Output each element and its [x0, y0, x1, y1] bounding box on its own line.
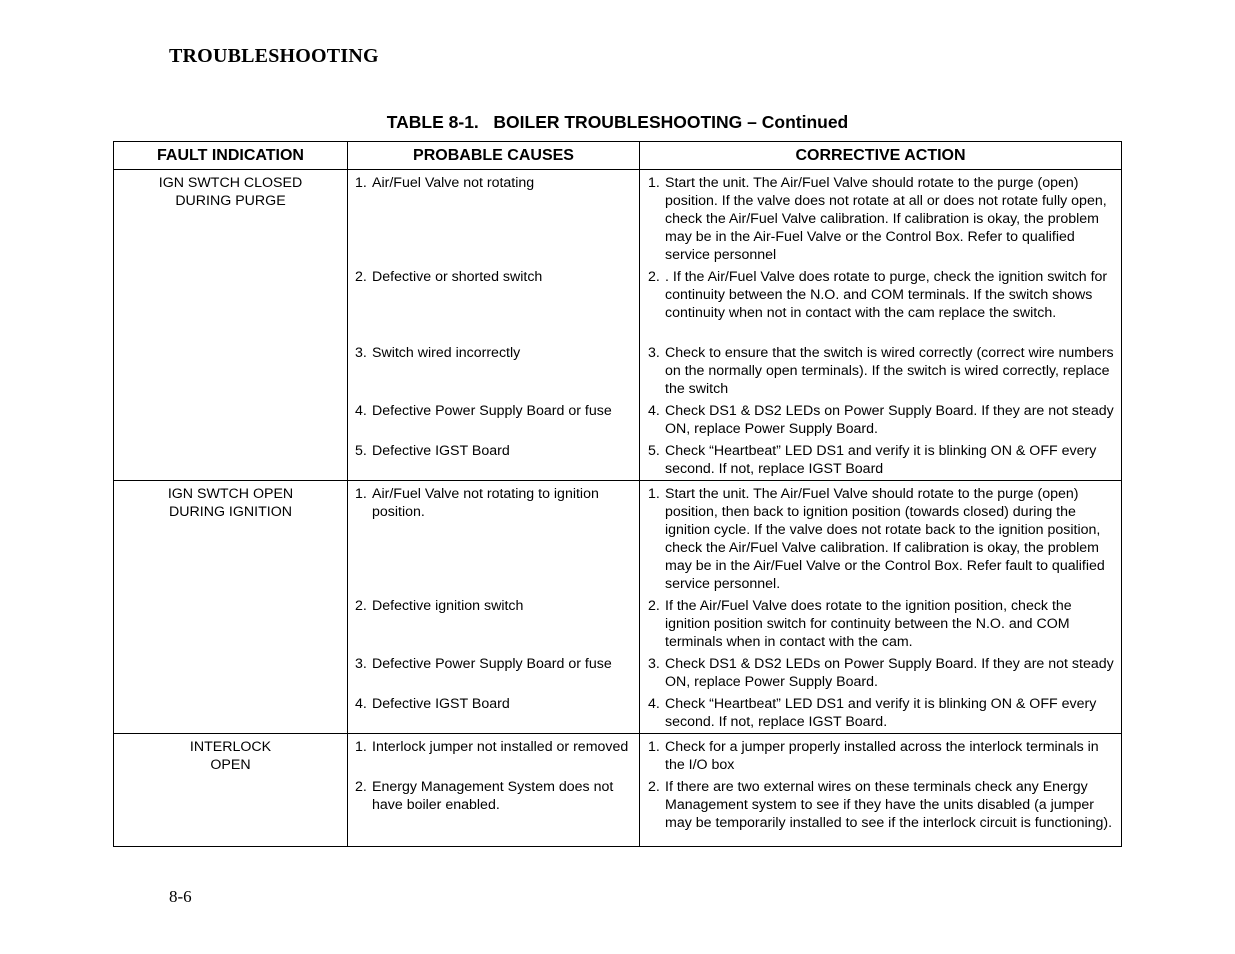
cause-item: [355, 402, 633, 442]
cause-item: [355, 655, 633, 695]
cause-item: [355, 695, 633, 729]
action-item-number: 3.: [648, 656, 660, 672]
action-item: [648, 778, 1115, 844]
table-row: [114, 481, 1122, 734]
corrective-action-cell: [640, 170, 1122, 481]
fault-indication-text: INTERLOCK OPEN: [189, 739, 272, 773]
cause-item-number: 2.: [355, 598, 367, 614]
cause-item-number: 2.: [355, 779, 367, 795]
action-item: [648, 597, 1115, 655]
cause-item: [355, 778, 633, 844]
action-item-text: If there are two external wires on these terminals check any Energy Management system to see if they have the units disabled (a jumper may be temporarily installed to see if the interlock circuit is functioning).: [665, 779, 1113, 831]
action-item-text: Check for a jumper properly installed across the interlock terminals in the I/O box: [665, 739, 1099, 773]
cause-item-text: Defective IGST Board: [372, 443, 510, 459]
cause-item-text: Energy Management System does not have boiler enabled.: [372, 779, 614, 813]
cause-item-number: 2.: [355, 269, 367, 285]
action-item-number: 1.: [648, 486, 660, 502]
page-number: 8-6: [169, 887, 192, 906]
cause-item-number: 1.: [355, 486, 367, 502]
fault-indication-cell: [114, 481, 348, 734]
cause-item-text: Defective Power Supply Board or fuse: [372, 403, 612, 419]
cause-item-number: 1.: [355, 739, 367, 755]
column-header-fault: FAULT INDICATION: [114, 142, 348, 170]
action-item: [648, 655, 1115, 695]
table-title: BOILER TROUBLESHOOTING – Continued: [493, 112, 849, 132]
cause-item: [355, 597, 633, 655]
cause-item-text: Air/Fuel Valve not rotating: [372, 175, 535, 191]
cause-item: [355, 738, 633, 778]
cause-item-number: 4.: [355, 403, 367, 419]
action-item-text: . If the Air/Fuel Valve does rotate to purge, check the ignition switch for continuity between the N.O. and COM terminals. If the switch shows continuity when not in contact with the cam replace the switch.: [665, 269, 1108, 321]
table-header-row: [114, 142, 1122, 170]
action-item-number: 1.: [648, 175, 660, 191]
probable-causes-cell: [348, 481, 640, 734]
cause-item-number: 5.: [355, 443, 367, 459]
action-item-text: Check to ensure that the switch is wired correctly (correct wire numbers on the normally open terminals). If the switch is wired correctly, replace the switch: [665, 345, 1114, 397]
table-row: [114, 734, 1122, 847]
fault-indication-text: IGN SWTCH OPEN DURING IGNITION: [167, 486, 294, 520]
probable-causes-cell: [348, 170, 640, 481]
action-item-number: 2.: [648, 269, 660, 285]
action-item: [648, 485, 1115, 597]
cause-item: [355, 344, 633, 402]
page-header: TROUBLESHOOTING: [169, 45, 379, 67]
action-item-text: Check “Heartbeat” LED DS1 and verify it is blinking ON & OFF every second. If not, replace IGST Board.: [665, 696, 1097, 730]
cause-item-number: 3.: [355, 656, 367, 672]
action-item: [648, 174, 1115, 268]
cause-item-text: Interlock jumper not installed or removed: [372, 739, 629, 755]
corrective-action-cell: [640, 481, 1122, 734]
action-item: [648, 695, 1115, 731]
action-item-text: Start the unit. The Air/Fuel Valve should rotate to the purge (open) position. If the valve does not rotate at all or does not rotate fully open, check the Air/Fuel Valve calibration. If calibration is okay, the problem may be in the Air-Fuel Valve or the Control Box. Refer to qualified service personnel: [665, 175, 1107, 263]
cause-item-text: Defective ignition switch: [372, 598, 524, 614]
cause-item-text: Defective or shorted switch: [372, 269, 543, 285]
action-item-number: 4.: [648, 696, 660, 712]
table-row: [114, 170, 1122, 481]
cause-item-text: Defective Power Supply Board or fuse: [372, 656, 612, 672]
action-item: [648, 344, 1115, 402]
action-item-number: 2.: [648, 779, 660, 795]
fault-indication-text: IGN SWTCH CLOSED DURING PURGE: [158, 175, 303, 209]
corrective-action-cell: [640, 734, 1122, 847]
action-item-number: 1.: [648, 739, 660, 755]
cause-item: [355, 174, 633, 268]
cause-item: [355, 485, 633, 597]
cause-item-number: 4.: [355, 696, 367, 712]
cause-item: [355, 442, 633, 472]
cause-item-text: Air/Fuel Valve not rotating to ignition position.: [372, 486, 599, 520]
table-caption: [0, 112, 1235, 133]
cause-item-number: 1.: [355, 175, 367, 191]
action-item: [648, 402, 1115, 442]
action-item-text: Check “Heartbeat” LED DS1 and verify it is blinking ON & OFF every second. If not, replace IGST Board: [665, 443, 1097, 477]
fault-indication-cell: [114, 734, 348, 847]
action-item: [648, 442, 1115, 478]
probable-causes-cell: [348, 734, 640, 847]
cause-item: [355, 268, 633, 344]
action-item: [648, 738, 1115, 778]
action-item-number: 2.: [648, 598, 660, 614]
column-header-causes: PROBABLE CAUSES: [348, 142, 640, 170]
cause-item-text: Defective IGST Board: [372, 696, 510, 712]
action-item-number: 3.: [648, 345, 660, 361]
troubleshooting-table: [113, 141, 1122, 847]
action-item-number: 4.: [648, 403, 660, 419]
table-number: TABLE 8-1.: [386, 112, 479, 132]
action-item-text: If the Air/Fuel Valve does rotate to the ignition position, check the ignition position switch for continuity between the N.O. and COM terminals when in contact with the cam.: [665, 598, 1072, 650]
action-item: [648, 268, 1115, 344]
column-header-action: CORRECTIVE ACTION: [640, 142, 1122, 170]
cause-item-number: 3.: [355, 345, 367, 361]
action-item-number: 5.: [648, 443, 660, 459]
action-item-text: Check DS1 & DS2 LEDs on Power Supply Board. If they are not steady ON, replace Power Supply Board.: [665, 656, 1114, 690]
action-item-text: Start the unit. The Air/Fuel Valve should rotate to the purge (open) position, then back to ignition position (towards closed) during the ignition cycle. If the valve does not rotate back to the ignition position, check the Air/Fuel Valve calibration. If calibration is okay, the problem may be in the Air/Fuel Valve or the Control Box. Refer fault to qualified service personnel.: [665, 486, 1105, 592]
action-item-text: Check DS1 & DS2 LEDs on Power Supply Board. If they are not steady ON, replace Power Supply Board.: [665, 403, 1114, 437]
cause-item-text: Switch wired incorrectly: [372, 345, 521, 361]
fault-indication-cell: [114, 170, 348, 481]
